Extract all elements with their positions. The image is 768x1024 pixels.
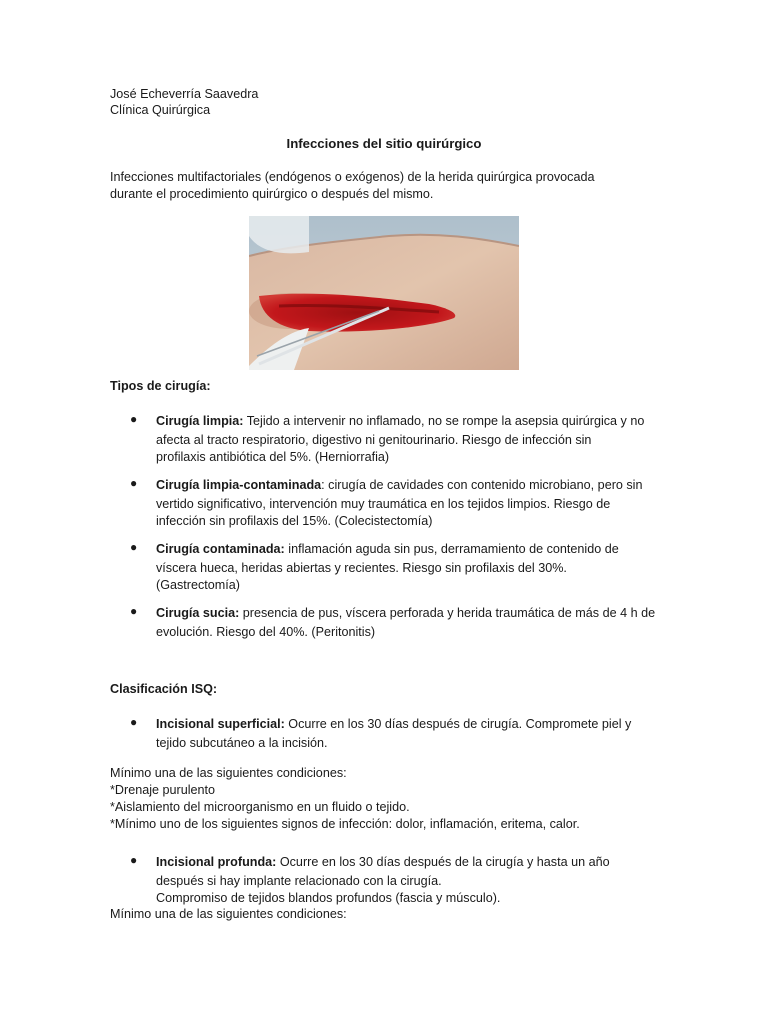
conditions-block [110, 765, 670, 833]
bullet-icon: ● [130, 853, 138, 867]
list-item-term: Cirugía sucia: [156, 606, 240, 620]
list-item-text: Compromiso de tejidos blandos profundos (fascia y músculo). [156, 891, 501, 905]
list-item-text: (Gastrectomía) [156, 578, 240, 592]
list-item-text: Tejido a intervenir no inflamado, no se rompe la asepsia quirúrgica y no [243, 414, 645, 428]
bullet-icon: ● [130, 412, 138, 426]
list-item-term: Incisional profunda: [156, 855, 277, 869]
list-item-text: evolución. Riesgo del 40%. (Peritonitis) [156, 625, 376, 639]
section-heading-tipos: Tipos de cirugía: [110, 379, 211, 393]
surgical-wound-photo [249, 216, 519, 370]
list-item-text: inflamación aguda sin pus, derramamiento de contenido de [284, 542, 619, 556]
list-item-text: tejido subcutáneo a la incisión. [156, 736, 328, 750]
list-item-text: después si hay implante relacionado con la cirugía. [156, 874, 442, 888]
section-heading-isq: Clasificación ISQ: [110, 682, 218, 696]
page-title: Infecciones del sitio quirúrgico [286, 136, 482, 151]
list-item-term: Cirugía limpia-contaminada [156, 478, 322, 492]
list-item [110, 714, 670, 752]
list-item-text: Ocurre en los 30 días después de cirugía. Compromete piel y [284, 717, 632, 731]
list-item-text: vertido significativo, intervención muy traumática en los tejidos limpios. Riesgo de [156, 497, 611, 511]
bullet-icon: ● [130, 715, 138, 729]
bullet-icon: ● [130, 540, 138, 554]
list-item [110, 852, 670, 907]
conditions-tail: Mínimo una de las siguientes condiciones: [110, 907, 347, 921]
list-item [110, 411, 670, 466]
list-item-term: Incisional superficial: [156, 717, 285, 731]
course-name: Clínica Quirúrgica [110, 103, 211, 117]
intro-line: Infecciones multifactoriales (endógenos o exógenos) de la herida quirúrgica provocada [110, 170, 595, 184]
list-item [110, 475, 670, 530]
bullet-icon: ● [130, 604, 138, 618]
list-item-text: afecta al tracto respiratorio, digestivo ni genitourinario. Riesgo de infección sin [156, 433, 592, 447]
list-item [110, 539, 670, 594]
list-item-text: Ocurre en los 30 días después de la cirugía y hasta un año [276, 855, 610, 869]
condition-line: *Mínimo uno de los siguientes signos de infección: dolor, inflamación, eritema, calor. [110, 817, 580, 831]
list-item-text: profilaxis antibiótica del 5%. (Herniorrafia) [156, 450, 390, 464]
bullet-icon: ● [130, 476, 138, 490]
author-name: José Echeverría Saavedra [110, 87, 259, 101]
intro-paragraph [110, 169, 670, 203]
condition-line: *Drenaje purulento [110, 783, 216, 797]
list-item-text: infección sin profilaxis del 15%. (Colecistectomía) [156, 514, 433, 528]
list-item-term: Cirugía limpia: [156, 414, 244, 428]
list-item [110, 603, 670, 641]
list-item-text: presencia de pus, víscera perforada y herida traumática de más de 4 h de [239, 606, 656, 620]
condition-line: Mínimo una de las siguientes condiciones: [110, 766, 347, 780]
list-item-text: víscera hueca, heridas abiertas y recientes. Riesgo sin profilaxis del 30%. [156, 561, 567, 575]
intro-line: durante el procedimiento quirúrgico o después del mismo. [110, 187, 434, 201]
condition-line: *Aislamiento del microorganismo en un fluido o tejido. [110, 800, 410, 814]
list-item-term: Cirugía contaminada: [156, 542, 285, 556]
list-item-text: : cirugía de cavidades con contenido microbiano, pero sin [321, 478, 643, 492]
